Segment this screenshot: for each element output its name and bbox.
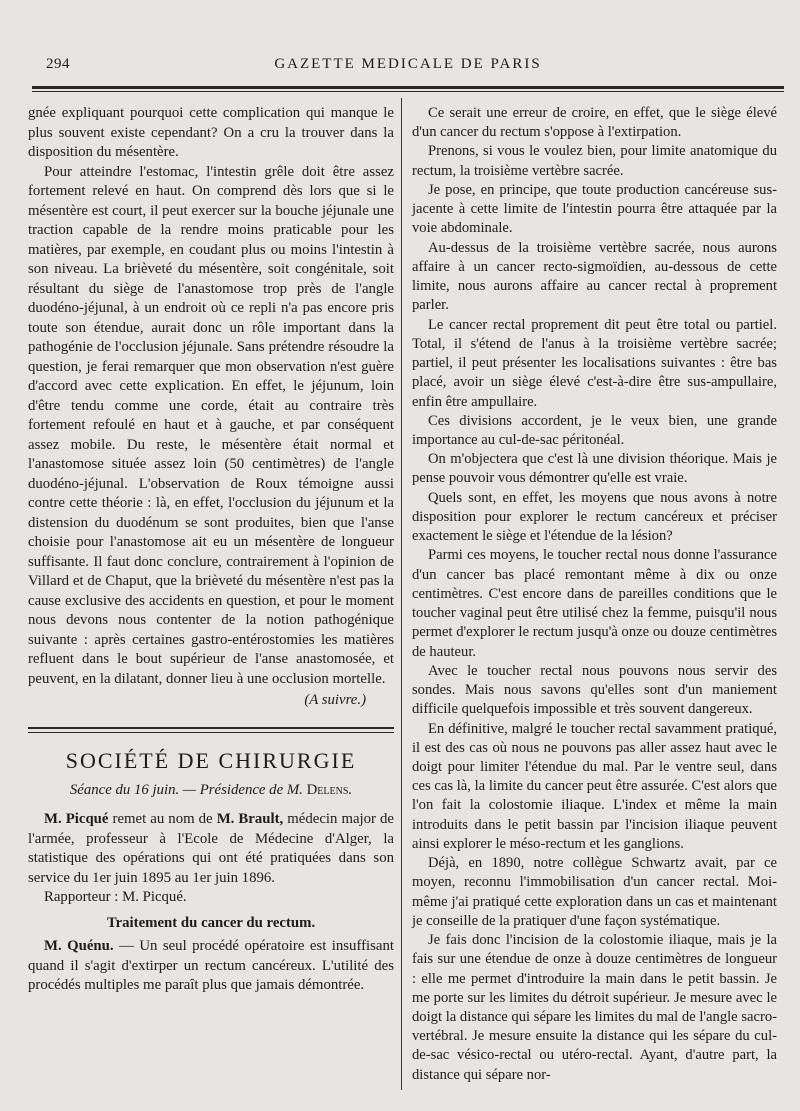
rapporteur-line: Rapporteur : M. Picqué. (44, 889, 187, 905)
society-title: SOCIÉTÉ DE CHIRURGIE (65, 747, 357, 773)
subheading: Traitement du cancer du rectum. (106, 914, 316, 931)
article-paragraph: Quels sont, en effet, les moyens que nous avons à notre disposition pour explorer le rectum cancéreux et préciser exactement le siège et l'étendue de la lésion? (412, 489, 777, 545)
brault-name: M. Brault, (216, 811, 284, 827)
article-paragraph: On m'objectera que c'est là une division théorique. Mais je pense pouvoir vous démontrer qu'elle est vraie. (412, 451, 777, 487)
header-rule-thin (32, 91, 784, 92)
page-header (32, 52, 784, 78)
to-be-continued-note: (A suivre.) (304, 692, 366, 708)
article-paragraph: Avec le toucher rectal nous pouvons nous servir des sondes. Mais nous savons qu'elles sont d'un maniement difficile quelquefois impossible et très souvent dangereux. (412, 662, 777, 718)
session-suffix: . (348, 781, 353, 798)
article-paragraph: Ce serait une erreur de croire, en effet, que le siège élevé d'un cancer du rectum s'oppose à l'extirpation. (412, 105, 777, 141)
column-divider (401, 98, 402, 1090)
article-paragraph: Ces divisions accordent, je le veux bien, une grande importance au cul-de-sac péritonéal. (412, 412, 777, 448)
article-paragraph: Je pose, en principe, que toute production cancéreuse sus-jacente à cette limite de l'intestin pourra être attaquée par la voie abdominale. (412, 181, 777, 237)
article-paragraph: Pour atteindre l'estomac, l'intestin grêle doit être assez fortement relevé en haut. On comprend dès lors que si le mésentère est court, il peut exercer sur la bouche jéjunale une traction capable de la rendre moins praticable pour les matières, par exemple, en coudant plus ou moins l'intestin à son niveau. La brièveté du mésentère, soit congénitale, soit résultant du siège de l'anastomose trop près de l'angle duodéno-jéjunal, à un endroit où ce repli n'a pas encore pris toute son étendue, aurait donc un rôle important dans la pathogénie de l'occlusion jéjunale. Sans prétendre résoudre la question, je ferai remarquer que mon observation n'est guère d'accord avec cette explication. En effet, le jéjunum, loin d'être tendu comme une corde, était au contraire très fortement refoulé en haut et à gauche, et par conséquent assez mobile. Du reste, le mésentère était normal et l'anastomose située assez loin (50 centimètres) de l'angle duodéno-jéjunal. L'observation de Roux témoigne aussi contre cette théorie : là, en effet, l'occlusion du jéjunum et la distension du duodénum se sont produites, bien que l'anse choisie pour l'anastomose ait eu un mésentère de longueur suffisante. Il faut donc conclure, contrairement à l'opinion de Villard et de Chaput, que la brièveté du mésentère n'est pas la cause exclusive des accidents en question, et pour le moment nous devons nous contenter de la notion pathogénique suivante : après certaines gastro-entérostomies les matières refluent dans le bout supérieur de l'anse anastomosée, et peuvent, en la dilatant, donner lieu à une occlusion mortelle. (28, 163, 394, 687)
article-paragraph: Prenons, si vous le voulez bien, pour limite anatomique du rectum, la troisième vertèbre sacrée. (412, 143, 777, 179)
left-column (28, 104, 394, 996)
journal-title: GAZETTE MEDICALE DE PARIS (274, 56, 542, 72)
page-number: 294 (46, 56, 70, 72)
section-rule-thick (28, 727, 394, 729)
session-line (28, 781, 394, 801)
section-rule-thin (28, 732, 394, 733)
article-paragraph: gnée expliquant pourquoi cette complication qui manque le plus souvent existe cependant? On a cru la trouver dans la disposition du mésentère. (28, 105, 394, 160)
quenu-paragraph (28, 937, 394, 996)
quenu-text: — Un seul procédé opératoire est insuffisant quand il s'agit d'extirper un rectum cancéreux. L'utilité des procédés multiples me paraît plus que jamais démontrée. (28, 938, 394, 993)
article-paragraph: Je fais donc l'incision de la colostomie iliaque, mais je la fais sur une étendue de onze à douze centimètres de longueur : elle me permet d'introduire la main dans le petit bassin. Je me porte sur les limites du détroit supérieur. Je mesure avec le doigt la distance qui sépare les limites du mal de l'angle sacro-vertébral. Je mesure ensuite la distance qui les sépare du cul-de-sac vésico-rectal ou utéro-rectal. Ayant, d'autre part, la distance qui sépare nor- (412, 932, 777, 1083)
session-president: Delens (306, 781, 349, 798)
picque-name: M. Picqué (44, 811, 109, 827)
article-paragraph: Parmi ces moyens, le toucher rectal nous donne l'assurance d'un cancer bas placé remontant même à dix ou onze centimètres. C'est encore dans de pareilles conditions que le toucher vaginal peut être utilisé chez la femme, puisqu'il nous permet d'explorer le rectum jusqu'à onze ou douze centimètres de hauteur. (412, 547, 777, 660)
quenu-name: M. Quénu. (44, 938, 114, 954)
header-rule-thick (32, 86, 784, 89)
article-paragraph: Au-dessus de la troisième vertèbre sacrée, nous aurons affaire à un cancer recto-sigmoïdien, au-dessous de cette limite, nous aurons affaire au cancer rectal à proprement parler. (412, 239, 777, 314)
article-paragraph: Le cancer rectal proprement dit peut être total ou partiel. Total, il s'étend de l'anus à la troisième vertèbre sacrée; partiel, il peut présenter les localisations suivantes : être bas placé, avoir un siège élevé c'est-à-dire être sus-ampullaire, enfin être ampullaire. (412, 316, 777, 410)
article-paragraph: Déjà, en 1890, notre collègue Schwartz avait, par ce moyen, reconnu l'immobilisation d'un cancer rectal. Moi-même j'ai pratiqué cette exploration dans un cas et maintenant je conseille de la pratiquer d'une façon systématique. (412, 855, 777, 929)
picque-text: médecin major de l'armée, professeur à l'Ecole de Médecine d'Alger, la statistique des opérations qui ont été pratiquées dans son service du 1er juin 1895 au 1er juin 1896. (28, 811, 394, 886)
picque-mid: remet au nom de (108, 811, 217, 827)
article-paragraph: En définitive, malgré le toucher rectal savamment pratiqué, il est des cas où nous ne pouvons pas aller assez haut avec le doigt pour limiter l'étendue du mal. Par le ventre seul, dans ces cas là, la limite du cancer peut être assurée. C'est alors que l'on fait la colostomie iliaque. L'index et même la main introduits dans le petit bassin par l'incision iliaque peuvent ainsi explorer le méso-rectum et les ganglions. (412, 720, 777, 852)
session-prefix: Séance du 16 juin. — Présidence de M. (69, 781, 303, 798)
right-column (412, 104, 777, 1085)
picque-paragraph (28, 810, 394, 888)
